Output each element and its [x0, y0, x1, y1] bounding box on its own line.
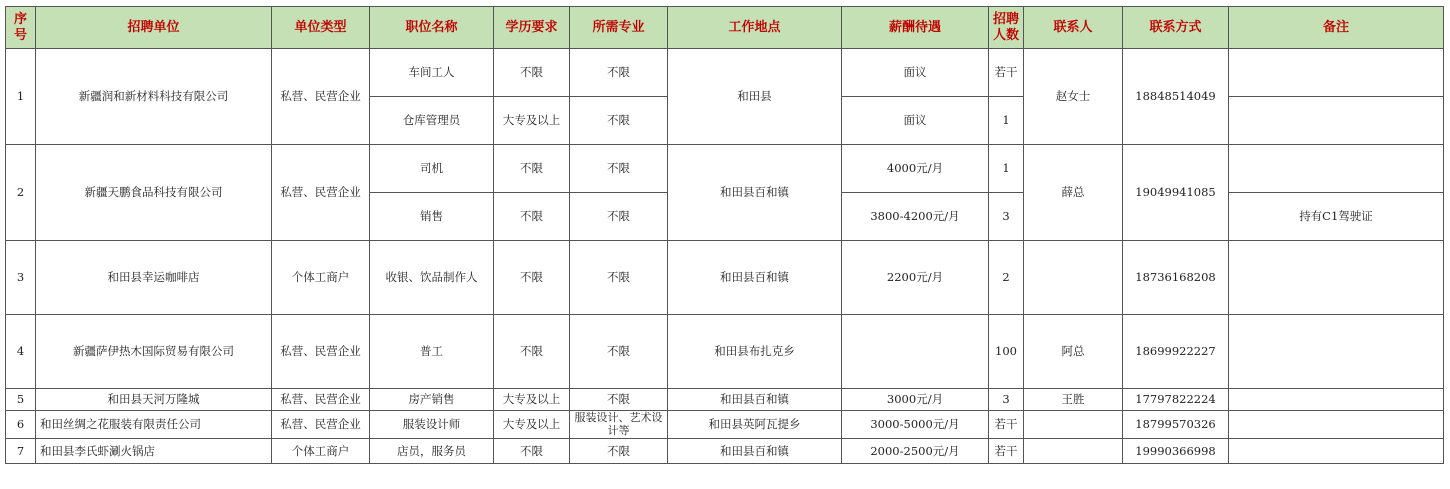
- cell-salary[interactable]: 3000-5000元/月: [842, 411, 989, 439]
- cell-title[interactable]: 司机: [370, 145, 494, 193]
- cell-major[interactable]: 不限: [570, 241, 668, 315]
- cell-count[interactable]: 1: [989, 97, 1024, 145]
- header-location[interactable]: 工作地点: [668, 7, 842, 49]
- header-major[interactable]: 所需专业: [570, 7, 668, 49]
- cell-title[interactable]: 车间工人: [370, 49, 494, 97]
- cell-note[interactable]: [1229, 439, 1444, 464]
- cell-count[interactable]: 1: [989, 145, 1024, 193]
- cell-edu[interactable]: 大专及以上: [494, 97, 570, 145]
- cell-title[interactable]: 房产销售: [370, 389, 494, 411]
- cell-type[interactable]: 私营、民营企业: [272, 389, 370, 411]
- table-row: [6, 241, 1444, 315]
- cell-major[interactable]: 不限: [570, 145, 668, 193]
- cell-edu[interactable]: 不限: [494, 315, 570, 389]
- cell-salary[interactable]: 面议: [842, 97, 989, 145]
- cell-count[interactable]: 3: [989, 193, 1024, 241]
- table-row: [6, 439, 1444, 464]
- cell-count[interactable]: 3: [989, 389, 1024, 411]
- cell-salary[interactable]: 面议: [842, 49, 989, 97]
- cell-count[interactable]: 2: [989, 241, 1024, 315]
- cell-type[interactable]: 私营、民营企业: [272, 145, 370, 241]
- cell-no[interactable]: 6: [6, 411, 36, 439]
- cell-salary[interactable]: [842, 315, 989, 389]
- header-count[interactable]: 招聘人数: [989, 7, 1024, 49]
- cell-major[interactable]: 不限: [570, 97, 668, 145]
- cell-major[interactable]: 不限: [570, 315, 668, 389]
- cell-major[interactable]: 服装设计、艺术设计等: [570, 411, 668, 439]
- cell-contact[interactable]: 薛总: [1024, 145, 1123, 241]
- cell-major[interactable]: 不限: [570, 439, 668, 464]
- table-row: [6, 145, 1444, 193]
- header-edu[interactable]: 学历要求: [494, 7, 570, 49]
- cell-salary[interactable]: 3800-4200元/月: [842, 193, 989, 241]
- cell-salary[interactable]: 4000元/月: [842, 145, 989, 193]
- cell-note[interactable]: [1229, 97, 1444, 145]
- cell-location[interactable]: 和田县英阿瓦提乡: [668, 411, 842, 439]
- cell-company[interactable]: 和田丝绸之花服装有限责任公司: [36, 411, 272, 439]
- cell-phone[interactable]: 18799570326: [1123, 411, 1229, 439]
- header-no[interactable]: 序号: [6, 7, 36, 49]
- cell-no[interactable]: 2: [6, 145, 36, 241]
- header-salary[interactable]: 薪酬待遇: [842, 7, 989, 49]
- cell-edu[interactable]: 不限: [494, 241, 570, 315]
- cell-type[interactable]: 个体工商户: [272, 439, 370, 464]
- cell-title[interactable]: 服装设计师: [370, 411, 494, 439]
- cell-count[interactable]: 若干: [989, 439, 1024, 464]
- header-row: [6, 7, 1444, 49]
- cell-company[interactable]: 和田县李氏虾涮火锅店: [36, 439, 272, 464]
- cell-company[interactable]: 新疆天鹏食品科技有限公司: [36, 145, 272, 241]
- cell-type[interactable]: 私营、民营企业: [272, 49, 370, 145]
- cell-phone[interactable]: 17797822224: [1123, 389, 1229, 411]
- cell-title[interactable]: 店员，服务员: [370, 439, 494, 464]
- cell-no[interactable]: 3: [6, 241, 36, 315]
- cell-no[interactable]: 4: [6, 315, 36, 389]
- cell-title[interactable]: 普工: [370, 315, 494, 389]
- cell-note[interactable]: [1229, 315, 1444, 389]
- cell-edu[interactable]: 不限: [494, 49, 570, 97]
- cell-salary[interactable]: 2000-2500元/月: [842, 439, 989, 464]
- table-row: [6, 389, 1444, 411]
- cell-location[interactable]: 和田县布扎克乡: [668, 315, 842, 389]
- header-contact[interactable]: 联系人: [1024, 7, 1123, 49]
- cell-phone[interactable]: 19990366998: [1123, 439, 1229, 464]
- cell-company[interactable]: 新疆萨伊热木国际贸易有限公司: [36, 315, 272, 389]
- cell-location[interactable]: 和田县: [668, 49, 842, 145]
- cell-title[interactable]: 收银、饮品制作人: [370, 241, 494, 315]
- cell-type[interactable]: 个体工商户: [272, 241, 370, 315]
- cell-count[interactable]: 若干: [989, 411, 1024, 439]
- cell-note[interactable]: [1229, 411, 1444, 439]
- table-row: [6, 315, 1444, 389]
- cell-edu[interactable]: 大专及以上: [494, 411, 570, 439]
- cell-title[interactable]: 仓库管理员: [370, 97, 494, 145]
- cell-contact[interactable]: [1024, 439, 1123, 464]
- header-type[interactable]: 单位类型: [272, 7, 370, 49]
- cell-location[interactable]: 和田县百和镇: [668, 241, 842, 315]
- cell-contact[interactable]: [1024, 241, 1123, 315]
- header-company[interactable]: 招聘单位: [36, 7, 272, 49]
- cell-note[interactable]: 持有C1驾驶证: [1229, 193, 1444, 241]
- cell-contact[interactable]: 阿总: [1024, 315, 1123, 389]
- table-row: [6, 49, 1444, 97]
- cell-no[interactable]: 7: [6, 439, 36, 464]
- cell-contact[interactable]: 赵女士: [1024, 49, 1123, 145]
- cell-phone[interactable]: 19049941085: [1123, 145, 1229, 241]
- cell-edu[interactable]: 不限: [494, 439, 570, 464]
- cell-salary[interactable]: 3000元/月: [842, 389, 989, 411]
- cell-contact[interactable]: [1024, 411, 1123, 439]
- cell-contact[interactable]: 王胜: [1024, 389, 1123, 411]
- cell-type[interactable]: 私营、民营企业: [272, 315, 370, 389]
- cell-count[interactable]: 100: [989, 315, 1024, 389]
- table-header: [6, 7, 1444, 49]
- cell-note[interactable]: [1229, 145, 1444, 193]
- cell-edu[interactable]: 不限: [494, 193, 570, 241]
- cell-edu[interactable]: 大专及以上: [494, 389, 570, 411]
- cell-phone[interactable]: 18736168208: [1123, 241, 1229, 315]
- header-note[interactable]: 备注: [1229, 7, 1444, 49]
- cell-note[interactable]: [1229, 241, 1444, 315]
- cell-phone[interactable]: 18848514049: [1123, 49, 1229, 145]
- cell-location[interactable]: 和田县百和镇: [668, 389, 842, 411]
- cell-title[interactable]: 销售: [370, 193, 494, 241]
- cell-type[interactable]: 私营、民营企业: [272, 411, 370, 439]
- cell-no[interactable]: 5: [6, 389, 36, 411]
- cell-note[interactable]: [1229, 49, 1444, 97]
- cell-location[interactable]: 和田县百和镇: [668, 145, 842, 241]
- cell-note[interactable]: [1229, 389, 1444, 411]
- cell-company[interactable]: 和田县幸运咖啡店: [36, 241, 272, 315]
- cell-count[interactable]: 若干: [989, 49, 1024, 97]
- cell-edu[interactable]: 不限: [494, 145, 570, 193]
- cell-company[interactable]: 和田县天河万隆城: [36, 389, 272, 411]
- header-phone[interactable]: 联系方式: [1123, 7, 1229, 49]
- cell-major[interactable]: 不限: [570, 193, 668, 241]
- cell-company[interactable]: 新疆润和新材料科技有限公司: [36, 49, 272, 145]
- table-row: [6, 411, 1444, 439]
- cell-major[interactable]: 不限: [570, 49, 668, 97]
- cell-no[interactable]: 1: [6, 49, 36, 145]
- recruitment-table: [5, 6, 1444, 464]
- cell-salary[interactable]: 2200元/月: [842, 241, 989, 315]
- cell-location[interactable]: 和田县百和镇: [668, 439, 842, 464]
- cell-phone[interactable]: 18699922227: [1123, 315, 1229, 389]
- cell-major[interactable]: 不限: [570, 389, 668, 411]
- header-title[interactable]: 职位名称: [370, 7, 494, 49]
